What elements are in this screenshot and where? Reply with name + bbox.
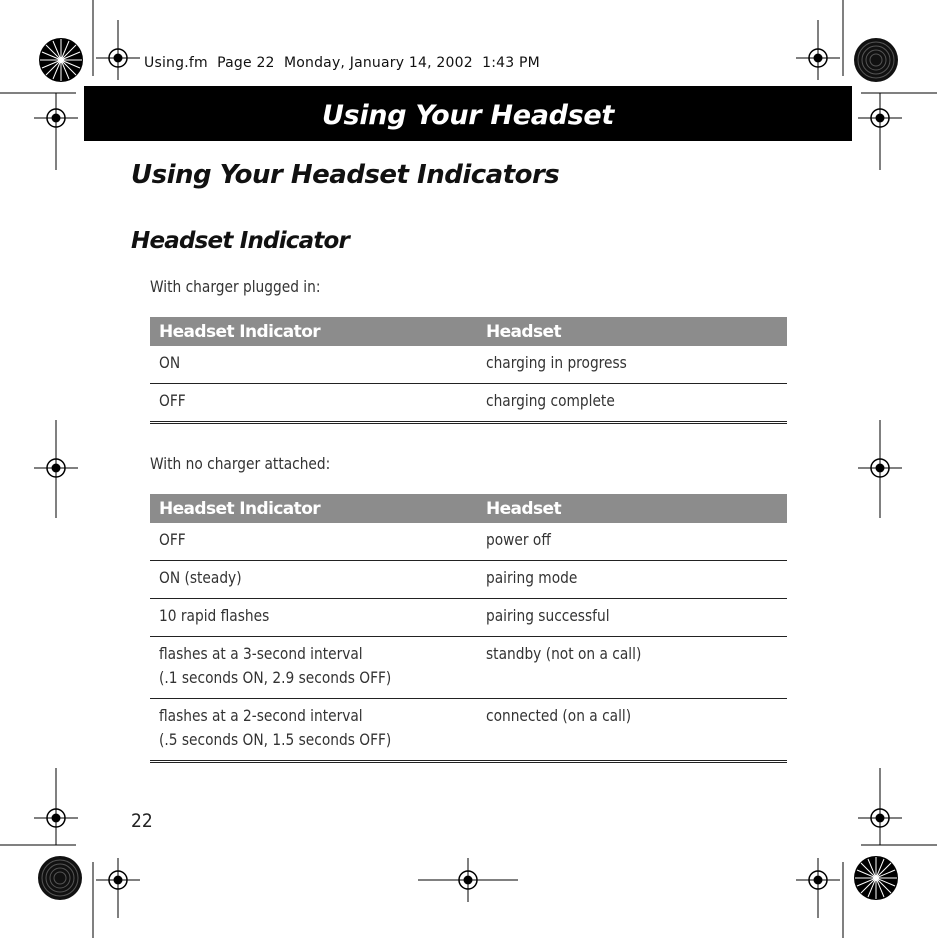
column-header-indicator: Headset Indicator xyxy=(150,494,477,523)
column-header-headset: Headset xyxy=(477,317,787,346)
headset-cell: connected (on a call) xyxy=(486,706,632,725)
table-header-row xyxy=(150,317,787,346)
table-row xyxy=(150,346,787,384)
table-row xyxy=(150,523,787,561)
headset-cell: pairing mode xyxy=(486,568,578,587)
intro-no-charger: With no charger attached: xyxy=(150,454,331,473)
no-charger-table xyxy=(150,494,787,763)
table-row xyxy=(150,699,787,762)
chapter-title: Using Your Headset xyxy=(321,100,615,131)
table-header-row xyxy=(150,494,787,523)
indicator-cell: OFF xyxy=(159,530,186,549)
column-header-headset: Headset xyxy=(477,494,787,523)
indicator-note: (.5 seconds ON, 1.5 seconds OFF) xyxy=(159,730,392,749)
subsection-title: Headset Indicator xyxy=(131,228,350,254)
indicator-cell: flashes at a 3-second interval xyxy=(159,644,363,663)
table-row xyxy=(150,384,787,423)
chapter-banner xyxy=(84,86,852,141)
indicator-cell: OFF xyxy=(159,391,186,410)
indicator-cell: flashes at a 2-second interval xyxy=(159,706,363,725)
print-header: Using.fm Page 22 Monday, January 14, 2002 1:43 PM xyxy=(144,55,540,71)
headset-cell: standby (not on a call) xyxy=(486,644,642,663)
table-row xyxy=(150,599,787,637)
indicator-cell: 10 rapid flashes xyxy=(159,606,270,625)
headset-cell: charging in progress xyxy=(486,353,627,372)
indicator-note: (.1 seconds ON, 2.9 seconds OFF) xyxy=(159,668,392,687)
headset-cell: power off xyxy=(486,530,551,549)
page-number: 22 xyxy=(131,810,153,832)
intro-charger: With charger plugged in: xyxy=(150,277,321,296)
table-row xyxy=(150,637,787,699)
charger-table xyxy=(150,317,787,424)
section-title: Using Your Headset Indicators xyxy=(131,160,560,190)
headset-cell: charging complete xyxy=(486,391,615,410)
indicator-cell: ON xyxy=(159,353,181,372)
table-row xyxy=(150,561,787,599)
column-header-indicator: Headset Indicator xyxy=(150,317,477,346)
indicator-cell: ON (steady) xyxy=(159,568,242,587)
headset-cell: pairing successful xyxy=(486,606,610,625)
